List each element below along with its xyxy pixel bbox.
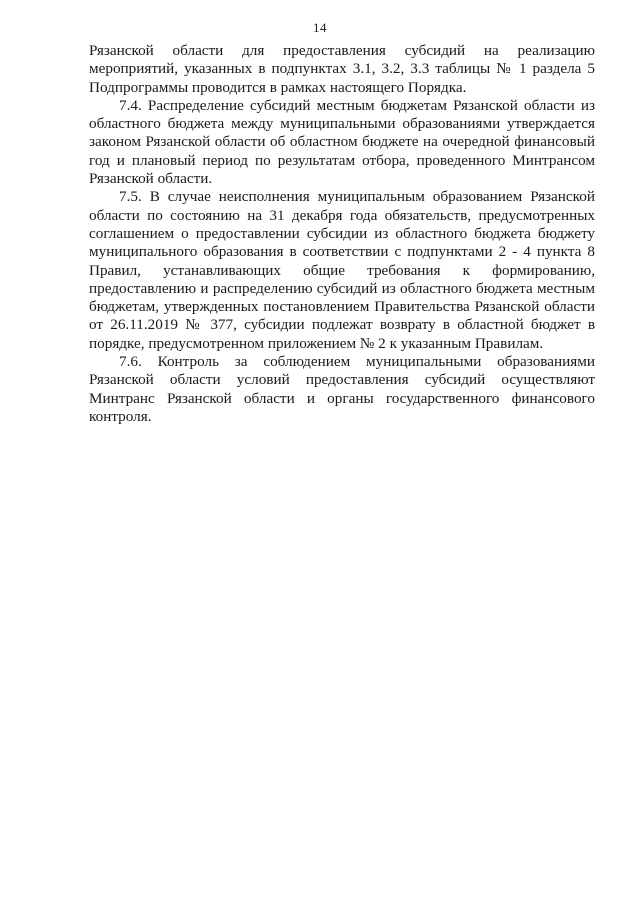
- paragraph-7-5: 7.5. В случае неисполнения муниципальным образованием Рязанской области по состоянию на 31 декабря года обязательств, предусмотренных соглашением о предоставлении субсидии из областного бюджета бюджету муниципального образования в соответствии с подпунктами 2 - 4 пункта 8 Правил, устанавливающих общие требования к формированию, предоставлению и распределению субсидий из областного бюджета местным бюджетам, утвержденных постановлением Правительства Рязанской области от 26.11.2019 № 377, субсидии подлежат возврату в областной бюджет в порядке, предусмотренном приложением № 2 к указанным Правилам.: [89, 188, 595, 352]
- paragraph-continuation: Рязанской области для предоставления субсидий на реализацию мероприятий, указанных в подпунктах 3.1, 3.2, 3.3 таблицы № 1 раздела 5 Подпрограммы проводится в рамках настоящего Порядка.: [89, 42, 595, 96]
- paragraph-7-4: 7.4. Распределение субсидий местным бюджетам Рязанской области из областного бюджета между муниципальными образованиями утверждается законом Рязанской области об областном бюджете на очередной финансовый год и плановый период по результатам отбора, проведенного Минтрансом Рязанской области.: [89, 96, 595, 188]
- paragraph-7-6: 7.6. Контроль за соблюдением муниципальными образованиями Рязанской области условий предоставления субсидий осуществляют Минтранс Рязанской области и органы государственного финансового контроля.: [89, 353, 595, 425]
- document-body: [89, 42, 595, 426]
- page-number: 14: [313, 20, 327, 35]
